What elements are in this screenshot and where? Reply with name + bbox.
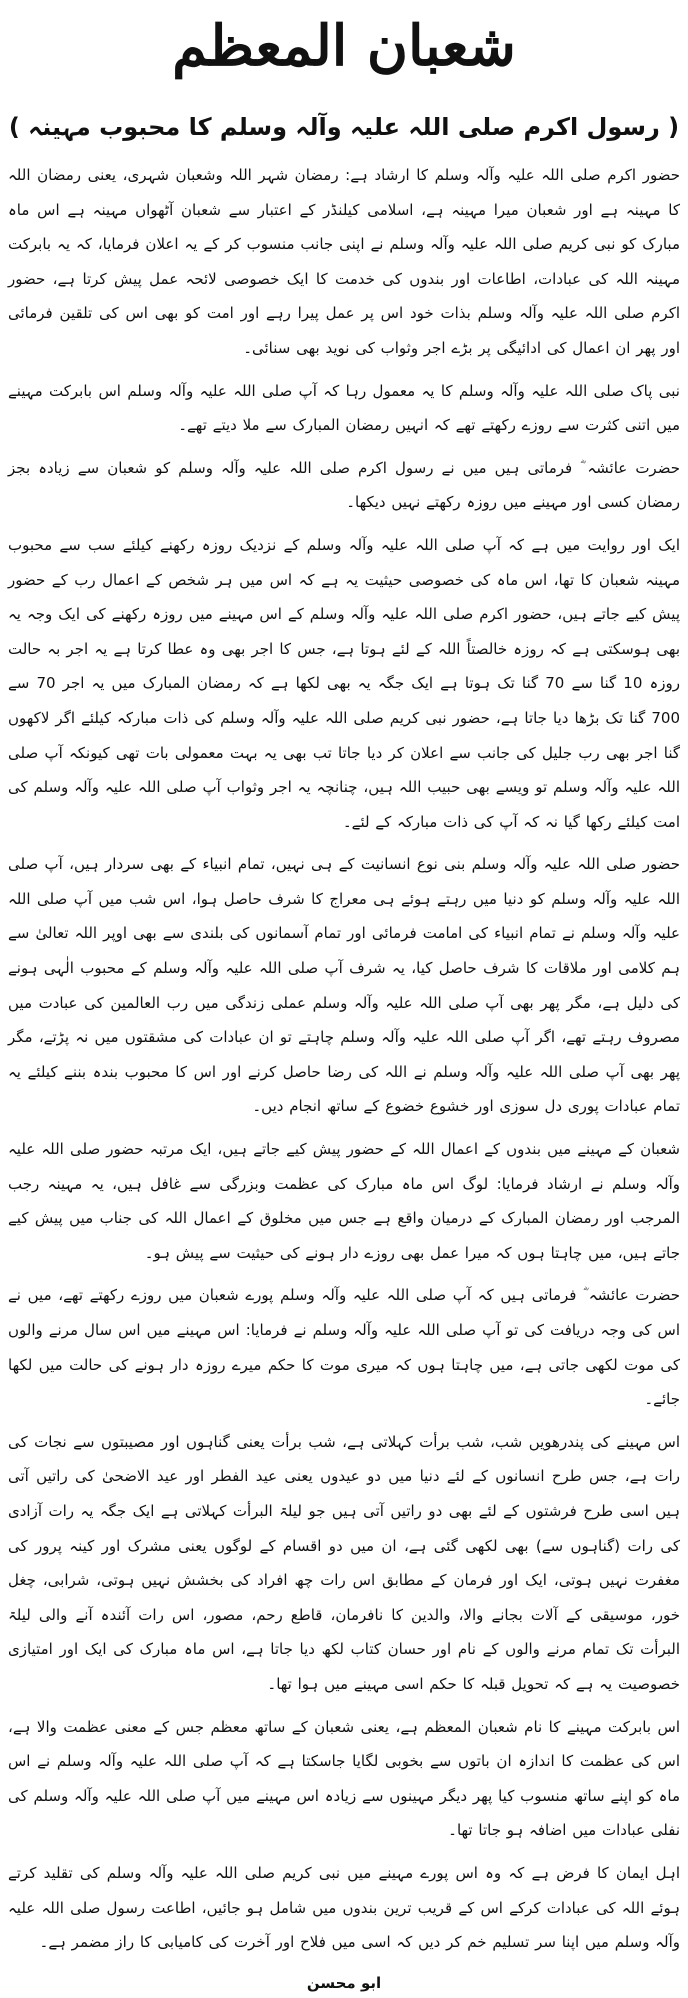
paragraph: اس مہینے کی پندرھویں شب، شب برأت کہلاتی ہے، شب برأت یعنی گناہوں اور مصیبتوں سے نجات کی رات ہے، جس طرح انسانوں کے لئے دنیا میں دو عیدوں یعنی عید الفطر اور عید الاضحیٰ کی راتیں آتی ہیں اسی طرح فرشتوں کے لئے بھی دو راتیں آتی ہیں جو لیلۃ البرأت کہلاتی ہے ایک جگہ یہ رات آزادی کی رات (گناہوں سے) بھی لکھی گئی ہے، ان میں دو اقسام کے لوگوں یعنی مشرک اور کینہ پرور کی مغفرت نہیں ہوتی، ایک اور فرمان کے مطابق اس رات چھ افراد کی بخشش نہیں ہوتی، شرابی، چغل خور، موسیقی کے آلات بجانے والا، والدین کا نافرمان، قاطع رحم، مصور، اس رات آئندہ آنے والی لیلۃ البرأت تک تمام مرنے والوں کے نام اور حسان کتاب لکھ دیا جاتا ہے، اس ماہ مبارک کی ایک اور امتیازی خصوصیت یہ ہے کہ تحویل قبلہ کا حکم اسی مہینے میں ہوا تھا۔ <box>8 1432 680 1693</box>
paragraph: اس بابرکت مہینے کا نام شعبان المعظم ہے، یعنی شعبان کے ساتھ معظم جس کے معنی عظمت والا ہے، اس کی عظمت کا اندازہ ان باتوں سے بخوبی لگایا جاسکتا ہے کہ آپ صلی اللہ علیہ وآلہ وسلم نے اس ماہ کو اپنے ساتھ منسوب کیا پھر دیگر مہینوں سے زیادہ اس مہینے میں آپ صلی اللہ علیہ وآلہ وسلم کی نفلی عبادات میں اضافہ ہو جاتا تھا۔ <box>8 1717 680 1840</box>
article-title: شعبان المعظم <box>172 13 516 79</box>
paragraph: ایک اور روایت میں ہے کہ آپ صلی اللہ علیہ وآلہ وسلم کے نزدیک روزہ رکھنے کیلئے سب سے محبوب مہینہ شعبان کا تھا، اس ماہ کی خصوصی حیثیت یہ ہے کہ اس میں ہر شخص کے اعمال رب کے حضور پیش کیے جاتے ہیں، حضور اکرم صلی اللہ علیہ وآلہ وسلم کے اس مہینے میں روزہ رکھنے کی ایک وجہ یہ بھی ہوسکتی ہے کہ روزہ خالصتاً اللہ کے لئے ہوتا ہے، جس کا اجر بھی وہ عطا کرتا ہے یہ اجر بہ حالت روزہ 10 گنا سے 70 گنا تک ہوتا ہے ایک جگہ یہ بھی لکھا ہے کہ رمضان المبارک میں یہ اجر 70 سے 700 گنا تک بڑھا دیا جاتا ہے، حضور نبی کریم صلی اللہ علیہ وآلہ وسلم کی ذات مبارکہ کیلئے اگر لاکھوں گنا اجر بھی رب جلیل کی جانب سے اعلان کر دیا جاتا تب بھی یہ بہت معمولی بات تھی کیونکہ آپ صلی اللہ علیہ وآلہ وسلم تو ویسے بھی حبیب اللہ ہیں، چنانچہ یہ اجر وثواب آپ صلی اللہ علیہ وآلہ وسلم کی امت کیلئے رکھا گیا نہ کہ آپ کی ذات مبارکہ کے لئے۔ <box>8 535 680 831</box>
paragraph: حضرت عائشہ ؓ فرماتی ہیں میں نے رسول اکرم صلی اللہ علیہ وآلہ وسلم کو شعبان سے زیادہ بجز رمضان کسی اور مہینے میں روزہ رکھتے نہیں دیکھا۔ <box>8 458 680 512</box>
paragraph: نبی پاک صلی اللہ علیہ وآلہ وسلم کا یہ معمول رہا کہ آپ صلی اللہ علیہ وآلہ وسلم اس بابرکت مہینے میں اتنی کثرت سے روزے رکھتے تھے کہ انہیں رمضان المبارک سے ملا دیتے تھے۔ <box>8 381 680 435</box>
author-signature: ابو محسن <box>306 1973 382 1992</box>
paragraph: حضور اکرم صلی اللہ علیہ وآلہ وسلم کا ارشاد ہے: رمضان شہر اللہ وشعبان شہری، یعنی رمضان اللہ کا مہینہ ہے اور شعبان میرا مہینہ ہے، اسلامی کیلنڈر کے اعتبار سے شعبان آٹھواں مہینہ ہے اس ماہ مبارک کو نبی کریم صلی اللہ علیہ وآلہ وسلم نے اپنی جانب منسوب کر کے یہ اعلان فرمایا، کہ یہ بابرکت مہینہ اللہ کی عبادات، اطاعات اور بندوں کی خدمت کا ایک خصوصی لائحہ عمل پیش کرتا ہے، حضور اکرم صلی اللہ علیہ وآلہ وسلم بذات خود اس پر عمل پیرا رہے اور امت کو بھی اس کی تلقین فرمائی اور پھر ان اعمال کی ادائیگی پر بڑے اجر وثواب کی نوید بھی سنائی۔ <box>8 166 680 357</box>
paragraph: حضرت عائشہ ؓ فرماتی ہیں کہ آپ صلی اللہ علیہ وآلہ وسلم پورے شعبان میں روزے رکھتے تھے، میں نے اس کی وجہ دریافت کی تو آپ صلی اللہ علیہ وآلہ وسلم نے فرمایا: اس مہینے میں اس سال مرنے والوں کی موت لکھی جاتی ہے، میں چاہتا ہوں کہ میری موت کا حکم میرے روزہ دار ہونے کی حالت میں لکھا جائے۔ <box>8 1286 680 1409</box>
paragraph: اہل ایمان کا فرض ہے کہ وہ اس پورے مہینے میں نبی کریم صلی اللہ علیہ وآلہ وسلم کی تقلید کرتے ہوئے اللہ کی عبادات کرکے اس کے قریب ترین بندوں میں شامل ہو جائیں، اطاعت رسول صلی اللہ علیہ وآلہ وسلم میں اپنا سر تسلیم خم کر دیں کہ اسی میں فلاح اور آخرت کی کامیابی کا راز مضمر ہے۔ <box>8 1863 680 1952</box>
paragraph: شعبان کے مہینے میں بندوں کے اعمال اللہ کے حضور پیش کیے جاتے ہیں، ایک مرتبہ حضور صلی اللہ علیہ وآلہ وسلم نے ارشاد فرمایا: لوگ اس ماہ مبارک کی عظمت وبزرگی سے غافل ہیں، یہ مہینہ رجب المرجب اور رمضان المبارک کے درمیان واقع ہے جس میں مخلوق کے اعمال اللہ کی جناب میں پیش کیے جاتے ہیں، میں چاہتا ہوں کہ میرا عمل بھی روزے دار ہونے کی حیثیت سے پیش ہو۔ <box>8 1140 680 1262</box>
article-subtitle: ( رسول اکرم صلی اللہ علیہ وآلہ وسلم کا محبوب مہینہ ) <box>8 113 680 141</box>
paragraph: حضور صلی اللہ علیہ وآلہ وسلم بنی نوع انسانیت کے ہی نہیں، تمام انبیاء کے بھی سردار ہیں، آپ صلی اللہ علیہ وآلہ وسلم کو دنیا میں رہتے ہوئے ہی معراج کا شرف حاصل ہوا، اس شب میں آپ صلی اللہ علیہ وآلہ وسلم نے تمام انبیاء کی امامت فرمائی اور تمام آسمانوں کی بلندی سے بھی اوپر اللہ تعالیٰ سے ہم کلامی اور ملاقات کا شرف حاصل کیا، یہ شرف آپ صلی اللہ علیہ وآلہ وسلم کے محبوب الٰہی ہونے کی دلیل ہے، مگر پھر بھی آپ صلی اللہ علیہ وآلہ وسلم عملی زندگی میں رب العالمین کی عبادت میں مصروف رہتے تھے، اگر آپ صلی اللہ علیہ وآلہ وسلم چاہتے تو ان عبادات کی مشقتوں میں نہ پڑتے، مگر پھر بھی آپ صلی اللہ علیہ وآلہ وسلم نے اللہ کی رضا حاصل کرنے اور اس کا محبوب بندہ بننے کیلئے یہ تمام عبادات پوری دل سوزی اور خشوع خضوع کے ساتھ انجام دیں۔ <box>8 855 680 1116</box>
article-body <box>8 158 680 1960</box>
